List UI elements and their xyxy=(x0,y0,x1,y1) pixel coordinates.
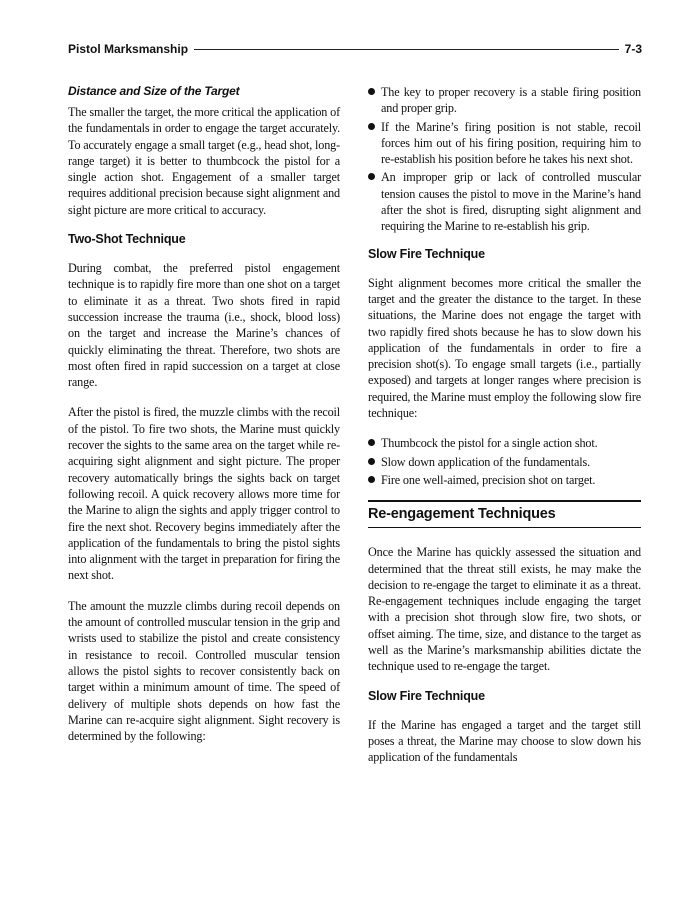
bullet-icon xyxy=(368,458,375,465)
running-title: Pistol Marksmanship xyxy=(68,42,194,56)
list-item-text: Slow down application of the fundamentals. xyxy=(381,454,590,469)
slow-fire-paragraph: Sight alignment becomes more critical the smaller the target and the greater the distance to the target. In these situations, the Marine does not engage the target with two rapidly fired shots because he has to slow down his application of the fundamentals in order to fire a precision shot(s). To engage small targets (i.e., partially exposed) and targets at longer ranges where precision is required, the Marine must employ the following slow fire technique: xyxy=(368,275,641,421)
list-item xyxy=(368,472,641,488)
slow-fire-list xyxy=(368,435,641,488)
list-item xyxy=(368,435,641,451)
page-number: 7-3 xyxy=(619,42,642,56)
distance-heading: Distance and Size of the Target xyxy=(68,84,240,98)
bullet-icon xyxy=(368,123,375,130)
distance-paragraph: The smaller the target, the more critical the application of the fundamentals in order to engage the target accurately. To accurately engage a small target (e.g., head shot, long-range target) it is better to thumbcock the pistol for a single action shot. Engagement of a smaller target requires additional precision because sight alignment and sight picture are more critical to accuracy. xyxy=(68,105,340,217)
bullet-icon xyxy=(368,476,375,483)
list-item-text: Thumbcock the pistol for a single action shot. xyxy=(381,436,598,451)
list-item xyxy=(368,84,641,117)
reengagement-heading: Re-engagement Techniques xyxy=(368,500,641,528)
list-item xyxy=(368,454,641,470)
right-column xyxy=(368,84,641,780)
list-item-text: Fire one well-aimed, precision shot on target. xyxy=(381,472,596,487)
slow-fire-heading: Slow Fire Technique xyxy=(368,246,485,261)
two-shot-heading: Two-Shot Technique xyxy=(68,232,186,247)
list-item-text: An improper grip or lack of controlled muscular tension causes the pistol to move in the Marine’s hand after the shot is fired, disrupting sight alignment and requiring the Marine to re-establish his grip. xyxy=(381,170,641,234)
reengagement-paragraph: Once the Marine has quickly assessed the situation and determined that the threat still exists, he may make the decision to re-engage the target to eliminate it as a threat. Re-engagement techniques include engaging the target with a precision shot through slow fire, two shots, or offset aiming. The time, size, and distance to the target as well as the Marine’s marksmanship abilities dictate the technique used to re-engage the target. xyxy=(368,545,641,674)
list-item xyxy=(368,169,641,234)
list-item-text: If the Marine’s firing position is not stable, recoil forces him out of his firing position, requiring him to re-establish his position before he takes his next shot. xyxy=(381,119,641,167)
bullet-icon xyxy=(368,439,375,446)
bullet-icon xyxy=(368,173,375,180)
two-shot-paragraph-2: After the pistol is fired, the muzzle climbs with the recoil of the pistol. To fire two shots, the Marine must quickly recover the sights to the same area on the target while re-acquiring sight alignment and sight picture. The proper recovery automatically brings the sights back on target following recoil. A quick recovery allows more time for the Marine to align the sights and apply trigger control to fire the next shot. Recovery begins immediately after the application of the fundamentals to bring the pistol sights into alignment with the target in preparation for firing the next shot. xyxy=(68,405,340,583)
two-shot-paragraph-3: The amount the muzzle climbs during recoil depends on the amount of controlled muscular tension in the grip and wrists used to stabilize the pistol and create consistency in resistance to recoil. Controlled muscular tension allows the pistol sights to recover consistently back on target within a minimum amount of time. The speed of delivery of multiple shots depends on how fast the Marine can re-acquire sight alignment. Sight recovery is determined by the following: xyxy=(68,598,340,744)
list-item xyxy=(368,119,641,168)
slow-fire-heading-2: Slow Fire Technique xyxy=(368,688,485,703)
page-header xyxy=(68,40,642,60)
two-shot-paragraph-1: During combat, the preferred pistol engagement technique is to rapidly fire more than one shot on a target to eliminate it as a threat. Two shots fired in rapid succession increase the trauma (i.e., shock, blood loss) on the target and increase the Marine’s chances of quickly eliminating the threat. Therefore, two shots are most often fired in rapid succession on a target at close range. xyxy=(68,261,340,390)
bullet-icon xyxy=(368,88,375,95)
list-item-text: The key to proper recovery is a stable firing position and proper grip. xyxy=(381,85,641,116)
slow-fire-paragraph-2: If the Marine has engaged a target and the target still poses a threat, the Marine may choose to slow down his application of the fundamentals xyxy=(368,717,641,765)
left-column xyxy=(68,84,340,758)
recovery-list xyxy=(368,84,641,235)
